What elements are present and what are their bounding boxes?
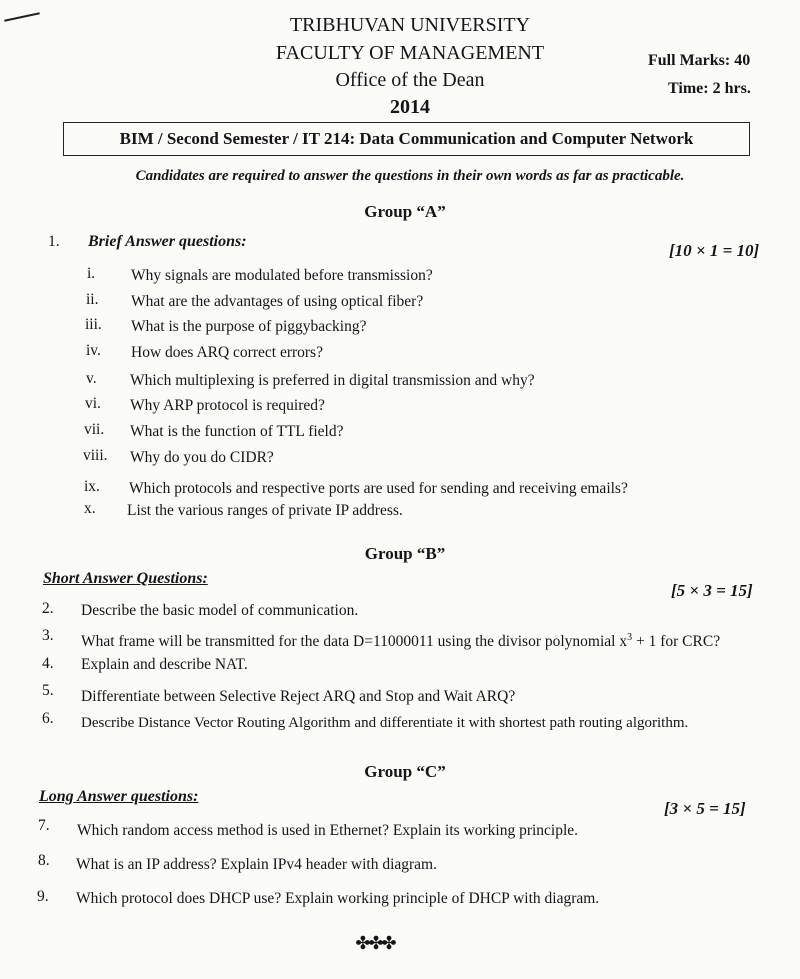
group-c-marks: [3 × 5 = 15] [664,799,746,818]
question-number: 4. [42,655,54,672]
roman-numeral: iii. [85,316,102,333]
exam-year: 2014 [390,96,430,118]
roman-numeral: vi. [85,395,101,412]
question-number: 7. [38,817,50,834]
university-name: TRIBHUVAN UNIVERSITY [289,14,531,36]
sub-question-text: What is the purpose of piggybacking? [131,318,367,335]
roman-numeral: ix. [84,478,100,495]
question-text: Which random access method is used in Ethernet? Explain its working principle. [77,822,579,839]
question-text: Which protocol does DHCP use? Explain working principle of DHCP with diagram. [76,890,600,907]
group-c-heading: Long Answer questions: [39,788,199,805]
sub-question-text: How does ARQ correct errors? [131,344,323,361]
question-number: 8. [38,852,50,869]
sub-question-text: Which protocols and respective ports are used for sending and receiving emails? [129,480,628,497]
roman-numeral: ii. [86,291,99,308]
sub-question-text: Why ARP protocol is required? [130,397,325,414]
sub-question-text: List the various ranges of private IP address. [127,502,403,519]
sub-question-text: Which multiplexing is preferred in digital transmission and why? [130,372,535,389]
question-text: What frame will be transmitted for the data D=11000011 using the divisor polynomial $x^3 + 1$ for CRC? [81,632,721,651]
roman-numeral: x. [84,500,96,517]
roman-numeral: v. [86,370,97,387]
question-number: 5. [42,682,54,699]
group-b-title: Group “B” [364,544,446,563]
course-title: BIM / Second Semester / IT 214: Data Communication and Computer Network [119,129,694,148]
question-text: Describe the basic model of communication. [81,602,359,619]
course-title-box [63,122,750,156]
question-text: Describe Distance Vector Routing Algorithm and differentiate it with shortest path routing algorithm. [81,715,689,731]
question-number: 6. [42,710,54,727]
group-c-title: Group “C” [364,762,446,781]
sub-question-text: What are the advantages of using optical fiber? [131,293,424,310]
roman-numeral: vii. [84,421,105,438]
question-text: What is an IP address? Explain IPv4 header with diagram. [76,856,437,873]
question-number: 2. [42,600,54,617]
end-of-paper-mark: ✤✤✤ [355,933,395,953]
question-number: 9. [37,888,49,905]
time-allowed: Time: 2 hrs. [668,80,751,97]
faculty-name: FACULTY OF MANAGEMENT [275,42,545,64]
full-marks: Full Marks: 40 [648,52,751,69]
question-text: Differentiate between Selective Reject ARQ and Stop and Wait ARQ? [81,688,516,705]
group-b-heading: Short Answer Questions: [43,570,208,587]
question-text: Explain and describe NAT. [81,656,248,673]
sub-question-text: What is the function of TTL field? [130,423,344,440]
roman-numeral: i. [87,265,96,282]
superscript-exponent: 3 [627,632,633,643]
group-a-question-number: 1. [48,233,60,250]
group-a-marks: [10 × 1 = 10] [669,241,760,260]
question-number: 3. [42,627,54,644]
group-b-marks: [5 × 3 = 15] [671,581,753,600]
office-name: Office of the Dean [335,69,485,91]
group-a-heading: Brief Answer questions: [88,233,247,250]
roman-numeral: iv. [86,342,101,359]
instruction-text: Candidates are required to answer the questions in their own words as far as practicable. [135,168,685,184]
roman-numeral: viii. [83,447,108,464]
group-a-title: Group “A” [364,202,446,221]
sub-question-text: Why do you do CIDR? [130,449,274,466]
sub-question-text: Why signals are modulated before transmission? [131,267,433,284]
